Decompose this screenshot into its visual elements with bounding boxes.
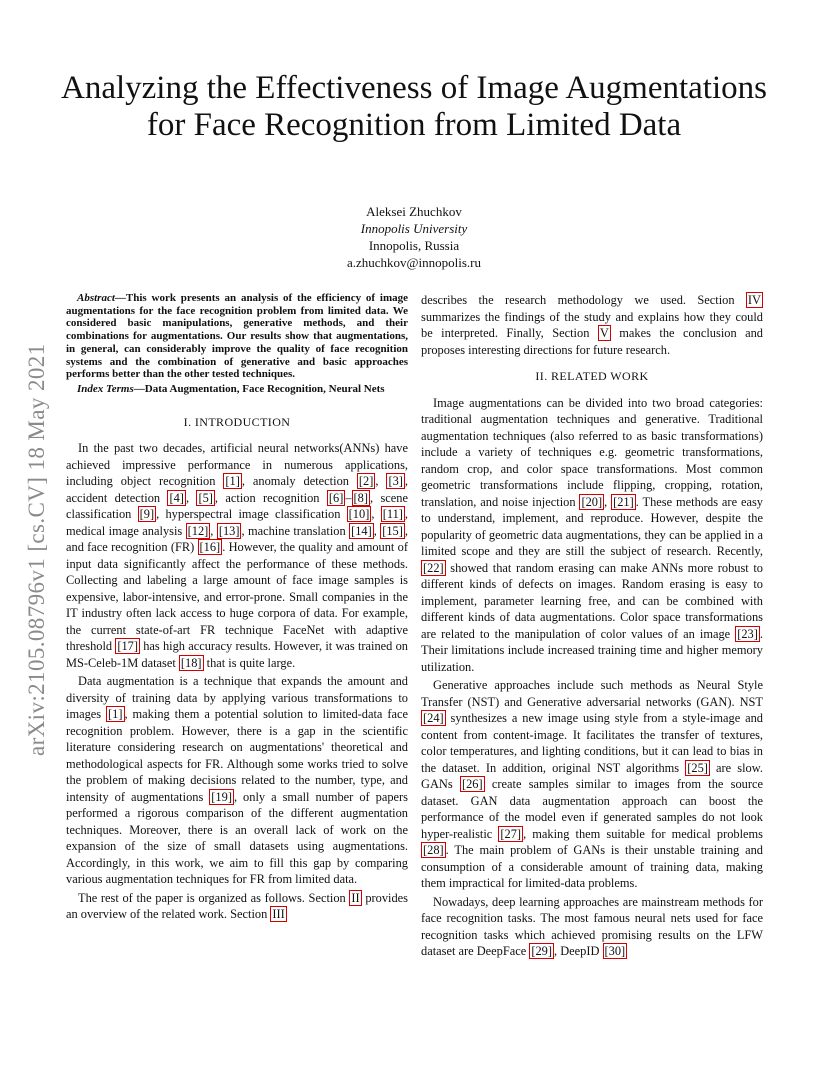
section-link[interactable]: III <box>272 907 285 922</box>
index-terms-label: Index Terms <box>77 382 134 395</box>
index-terms-text: —Data Augmentation, Face Recognition, Neural Nets <box>133 382 385 395</box>
abstract <box>66 292 408 381</box>
citation-link[interactable]: [22] <box>423 560 444 575</box>
citation-link[interactable]: [2] <box>358 474 374 489</box>
abstract-label: Abstract <box>77 292 115 304</box>
citation-link[interactable]: [10] <box>348 507 370 522</box>
author-affiliation: Innopolis University <box>360 221 468 236</box>
citation-link[interactable]: [11] <box>382 507 403 522</box>
section-link[interactable]: II <box>351 890 360 905</box>
author-name: Aleksei Zhuchkov <box>366 204 462 219</box>
related-paragraph-2: Generative approaches include such methods as Neural Style Transfer (NST) and Generative adversarial networks (GAN). NST [24] synthesizes a new image using style from a style-image and content from content-image. It facilitates the transfer of textures, color temperatures, and lighting conditions, but it can lead to bias in the dataset. In addition, original NST algorithms [25] are slow. GANs [26] create samples similar to images from the source dataset. GAN data augmentation approach can boost the performance of the model even if generated samples do not look hyper-realistic [27] , making them suitable for medical problems [28] . The main problem of GANs is their unstable training and consumption of a considerable amount of training data, making them impractical for limited-data problems. <box>421 678 764 890</box>
citation-link[interactable]: [14] <box>351 523 372 538</box>
author-email: a.zhuchkov@innopolis.ru <box>346 255 481 270</box>
citation-link[interactable]: [29] <box>531 944 553 958</box>
citation-link[interactable]: [18] <box>180 655 202 670</box>
related-paragraph-1: Image augmentations can be divided into two broad categories: traditional augmentation techniques and generative. Traditional augmentation techniques (also referred to as basic transformations) include a variety of techniques e.g. geometric transformations, random crop, and color space transformations. Most common geometric transformations include flipping, cropping, rotation, translation, and noise injection [20] , [21] . These methods are easy to understand, implement, and reproduce. However, despite the popularity of geometric data augmentations, they can be applied in a limited scope and they are still the subject of research. Recently, [22] showed that random erasing can make ANNs more robust to different kinds of defects on images. Random erasing is easy to implement, parameter learning free, and can be combined with different kinds of data augmentations. Color space transformations are related to the manipulation of color values of an image [23] . Their limitations include increased training time and higher memory utilization. <box>421 395 763 674</box>
section-link[interactable]: V <box>599 326 609 340</box>
citation-link[interactable]: [26] <box>461 777 483 791</box>
author-block <box>214 203 614 271</box>
citation-link[interactable]: [24] <box>423 711 444 725</box>
arxiv-identifier <box>23 280 51 756</box>
citation-link[interactable]: [27] <box>500 826 522 841</box>
section-heading-related-work: II. RELATED WORK <box>535 369 649 383</box>
citation-link[interactable]: [8] <box>353 490 368 505</box>
intro-paragraph-2: Data augmentation is a technique that expands the amount and diversity of training data by applying various transformations to images [1] , making them a potential solution to limited-data face recognition problem. However, there is a gap in the scientific literature considering research on augmentations' theoretical and methodological aspects for FR. Although some works tried to solve the problem of making decisions related to the number, type, and intensity of augmentations [19] , only a small number of papers performed a rigorous comparison of the different augmentation techniques. Moreover, there is an overall lack of work on the expansion of the size of small datasets using augmentations. Accordingly, in this work, we aim to fill this gap by comparing various augmentation techniques for FR from limited data. <box>66 674 408 887</box>
citation-link[interactable]: [3] <box>388 474 403 489</box>
citation-link[interactable]: [23] <box>737 626 758 641</box>
citation-link[interactable]: [30] <box>604 944 626 958</box>
citation-link[interactable]: [16] <box>199 540 221 555</box>
citation-link[interactable]: [21] <box>613 494 634 509</box>
citation-link[interactable]: [9] <box>139 507 155 522</box>
citation-link[interactable]: [15] <box>382 523 403 538</box>
intro-paragraph-3-continued: describes the research methodology we used. Section IV summarizes the findings of the study and explains how they could be interpreted. Finally, Section V makes the conclusion and proposes interesting directions for future research. <box>421 293 763 357</box>
citation-link[interactable]: [19] <box>211 789 232 804</box>
citation-link[interactable]: [12] <box>187 523 209 538</box>
section-link[interactable]: IV <box>747 293 761 307</box>
right-column <box>421 292 763 962</box>
related-paragraph-3: Nowadays, deep learning approaches are mainstream methods for face recognition tasks. The most famous neural nets used for face recognition tasks which achieved promising results on the LFW dataset are DeepFace [29] , DeepID [30] <box>421 894 763 958</box>
citation-link[interactable]: [25] <box>687 760 708 775</box>
citation-link[interactable]: [6] <box>328 490 344 505</box>
citation-link[interactable]: [13] <box>218 523 240 538</box>
citation-link[interactable]: [17] <box>117 639 138 654</box>
arxiv-identifier-text: arXiv:2105.08796v1 [cs.CV] 18 May 2021 <box>24 343 49 756</box>
left-column <box>66 292 408 925</box>
author-location: Innopolis, Russia <box>368 238 460 253</box>
citation-link[interactable]: [4] <box>169 490 184 505</box>
citation-link[interactable]: [1] <box>108 707 123 722</box>
abstract-text: —This work presents an analysis of the efficiency of image augmentations for the face recognition problem from limited data. We considered basic manipulations, generative methods, and their combinations for augmentations. Our results show that augmentations, in general, can considerably improve the quality of face recognition systems and the combination of generative and basic approaches performs better than the other tested techniques. <box>66 292 408 381</box>
intro-paragraph-1: In the past two decades, artificial neural networks(ANNs) have achieved impressive performance in numerous applications, including object recognition [1] , anomaly detection [2] , [3] , accident detection [4] , [5] , action recognition [6] – [8] , scene classification [9] , hyperspectral image classification [10] , [11] , medical image analysis [12] , [13] , machine translation [14] , [15] , and face recognition (FR) [16] . However, the quality and amount of input data significantly affect the performance of these methods. Collecting and labeling a large amount of face image samples is expensive, labor-intensive, and error-prone. Small companies in the IT industry often lack access to huge corpora of data. For example, the current state-of-art FR technique FaceNet with adaptive threshold [17] has high accuracy results. However, it was trained on MS-Celeb-1M dataset [18] that is quite large. <box>66 441 408 670</box>
index-terms <box>66 383 408 396</box>
citation-link[interactable]: [5] <box>198 490 213 505</box>
citation-link[interactable]: [20] <box>581 494 603 509</box>
intro-paragraph-3: The rest of the paper is organized as follows. Section II provides an overview of the related work. Section III <box>66 890 408 922</box>
citation-link[interactable]: [28] <box>423 843 444 857</box>
paper-title: Analyzing the Effectiveness of Image Augmentations for Face Recognition from Limited Data <box>61 70 767 143</box>
section-heading-introduction: I. INTRODUCTION <box>183 414 291 429</box>
citation-link[interactable]: [1] <box>225 474 240 489</box>
